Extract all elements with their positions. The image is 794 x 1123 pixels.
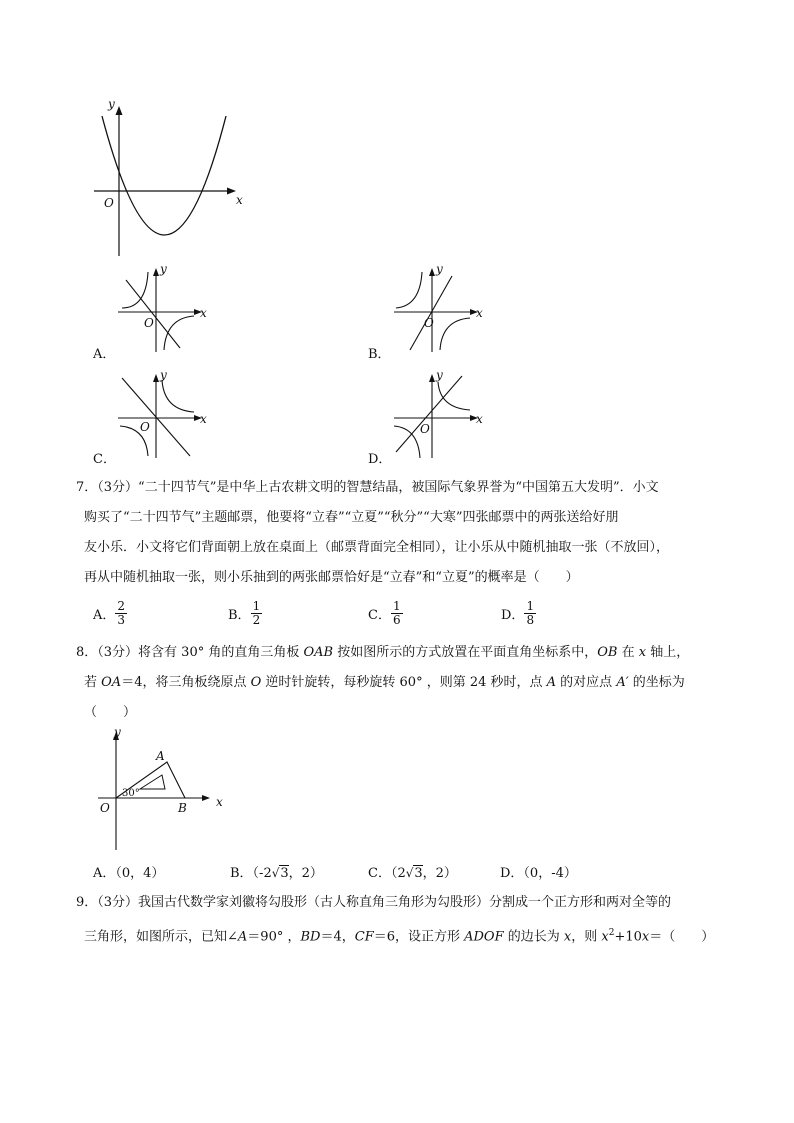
q6-d-hyperbola-iii bbox=[394, 426, 420, 458]
q6-option-a-label[interactable]: A． bbox=[93, 347, 116, 362]
q7-option-d[interactable]: D． $\frac{1}{8}$ bbox=[501, 599, 535, 627]
q8-line-3: （ ） bbox=[84, 705, 137, 720]
q8-option-d[interactable]: D．（0，-4） bbox=[500, 866, 577, 881]
parabola-x-label: x bbox=[236, 193, 243, 207]
q7-line-1: 7．（3分）“二十四节气”是中华上古农耕文明的智慧结晶，被国际气象界誉为“中国第五大发明”．小文 bbox=[76, 480, 659, 495]
q8-option-b[interactable]: B．（-2√3，2） bbox=[230, 866, 323, 881]
svg-text:O: O bbox=[420, 422, 430, 436]
q8-option-a[interactable]: A．（0，4） bbox=[93, 866, 165, 881]
svg-text:x: x bbox=[476, 306, 483, 320]
parabola-curve bbox=[102, 116, 226, 235]
q6-a-line bbox=[126, 280, 180, 348]
q7-line-4: 再从中随机抽取一张，则小乐抽到的两张邮票恰好是“立春”和“立夏”的概率是（ ） bbox=[84, 570, 579, 585]
q8-triangle-figure bbox=[94, 724, 234, 852]
q6-d-hyperbola-i bbox=[438, 382, 470, 410]
q6-b-line bbox=[410, 276, 452, 350]
q7-line-3: 友小乐．小文将它们背面朝上放在桌面上（邮票背面完全相同），让小乐从中随机抽取一张（不放回）， bbox=[84, 540, 670, 555]
q7-line-2: 购买了“二十四节气”主题邮票，他要将“立春”“立夏”“秋分”“大寒”四张邮票中的两张送给好朋 bbox=[84, 510, 619, 525]
q6-c-hyperbola-i bbox=[162, 380, 194, 412]
svg-text:y: y bbox=[436, 368, 443, 382]
svg-text:x: x bbox=[476, 412, 483, 426]
q7-option-a[interactable]: A． $\frac{2}{3}$ bbox=[93, 599, 126, 627]
parabola-y-arrow bbox=[116, 106, 123, 115]
svg-text:x: x bbox=[200, 412, 207, 426]
svg-text:B: B bbox=[178, 801, 187, 815]
q8-line-1: 8．（3分）将含有 30° 角的直角三角板 OAB 按如图所示的方式放置在平面直角坐标系中，OB 在 x 轴上， bbox=[76, 645, 690, 660]
svg-text:y: y bbox=[114, 725, 121, 739]
parabola-graph bbox=[88, 96, 258, 258]
q8-line-2: 若 OA＝4，将三角板绕原点 O 逆时针旋转，每秒旋转 60° ，则第 24 秒时，点 A 的对应点 A′ 的坐标为 bbox=[84, 675, 685, 690]
q6-option-d-graph bbox=[388, 368, 488, 460]
q8-option-c[interactable]: C．（2√3，2） bbox=[368, 866, 457, 881]
q6-option-b-graph bbox=[388, 262, 488, 354]
svg-text:y: y bbox=[436, 262, 443, 276]
svg-text:y: y bbox=[160, 368, 167, 382]
svg-text:x: x bbox=[200, 306, 207, 320]
q6-option-a-graph bbox=[112, 262, 212, 354]
q6-option-d-label[interactable]: D． bbox=[368, 452, 392, 467]
parabola-origin-label: O bbox=[104, 196, 114, 210]
q9-line-1: 9．（3分）我国古代数学家刘徽将勾股形（古人称直角三角形为勾股形）分割成一个正方形和两对全等的 bbox=[76, 895, 672, 910]
q9-line-2: 三角形，如图所示，已知∠A＝90° ，BD＝4，CF＝6，设正方形 ADOF 的边长为 x，则 $x^2+10x=$（ ） bbox=[84, 928, 715, 945]
q6-b-hyperbola-ii bbox=[396, 272, 422, 308]
q8-triangle-inner bbox=[140, 775, 165, 789]
svg-text:O: O bbox=[144, 316, 154, 330]
q8-angle-label: 30° bbox=[122, 788, 140, 799]
svg-text:O: O bbox=[100, 801, 110, 815]
q6-option-c-label[interactable]: C． bbox=[93, 452, 116, 467]
q6-d-line bbox=[396, 376, 462, 452]
parabola-y-label: y bbox=[108, 97, 115, 111]
q6-b-hyperbola-iv bbox=[440, 318, 470, 350]
q6-option-c-graph bbox=[112, 368, 212, 460]
svg-text:x: x bbox=[216, 795, 223, 809]
q7-option-b[interactable]: B． $\frac{1}{2}$ bbox=[228, 599, 261, 627]
q7-option-c[interactable]: C． $\frac{1}{6}$ bbox=[368, 599, 401, 627]
svg-text:O: O bbox=[140, 420, 150, 434]
svg-text:A: A bbox=[156, 749, 165, 763]
q6-option-b-label[interactable]: B． bbox=[368, 347, 391, 362]
svg-text:O: O bbox=[424, 316, 434, 330]
svg-text:y: y bbox=[160, 262, 167, 276]
parabola-x-arrow bbox=[227, 188, 236, 195]
